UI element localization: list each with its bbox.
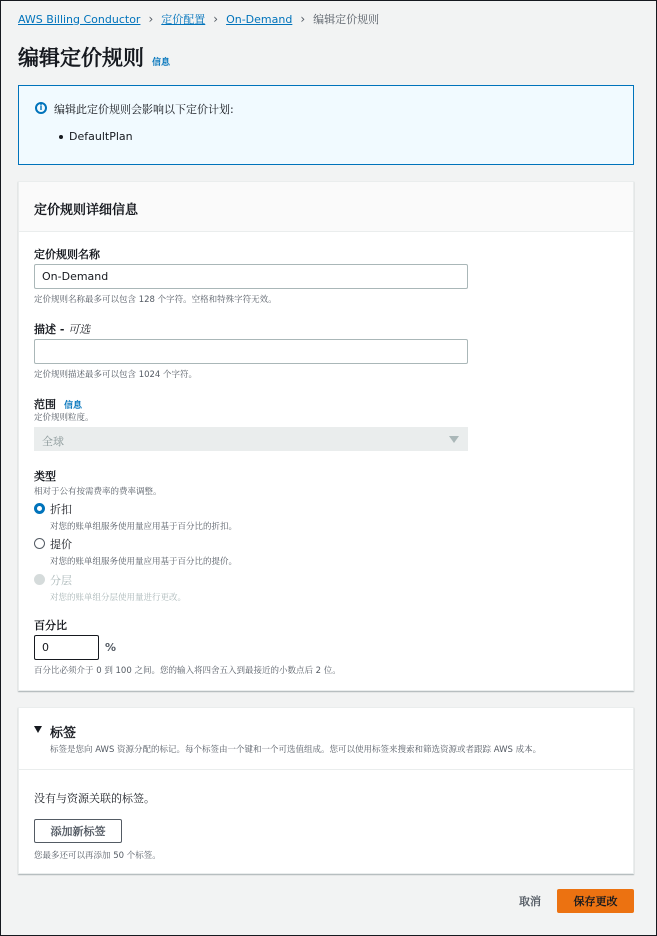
breadcrumb (18, 11, 379, 27)
radio-option-tiering (34, 572, 186, 603)
percentage-input[interactable] (34, 635, 99, 660)
optional-label: 可选 (68, 323, 91, 336)
radio-option-desc: 对您的账单组服务使用量应用基于百分比的折扣。 (50, 522, 238, 532)
percentage-label: 百分比 (34, 619, 67, 632)
pricing-rule-details-panel (18, 181, 634, 691)
save-changes-button[interactable]: 保存更改 (557, 889, 634, 913)
rule-name-input[interactable] (34, 264, 468, 289)
tags-description: 标签是您向 AWS 资源分配的标记。每个标签由一个键和一个可选值组成。您可以使用标签来搜索和筛选资源或者跟踪 AWS 成本。 (50, 745, 542, 755)
panel-title: 定价规则详细信息 (19, 182, 633, 232)
chevron-right-icon: › (300, 12, 306, 26)
caret-down-icon (449, 436, 459, 443)
scope-label-text: 范围 (34, 398, 56, 411)
radio-button-checked[interactable] (34, 503, 45, 514)
chevron-right-icon: › (213, 12, 219, 26)
breadcrumb-link-on-demand[interactable]: On-Demand (226, 12, 293, 26)
page-header (18, 42, 170, 72)
tags-header[interactable] (19, 708, 633, 770)
cancel-button[interactable]: 取消 (508, 889, 552, 913)
percentage-hint: 百分比必须介于 0 到 100 之间。您的输入将四舍五入到最接近的小数点后 2 位。 (34, 666, 341, 676)
percent-unit: % (105, 641, 117, 654)
info-alert (18, 85, 634, 165)
radio-option-desc: 对您的账单组服务使用量应用基于百分比的提价。 (50, 557, 238, 567)
breadcrumb-link-pricing-config[interactable]: 定价配置 (161, 13, 206, 26)
breadcrumb-link-billing-conductor[interactable]: AWS Billing Conductor (18, 12, 141, 26)
radio-button[interactable] (34, 538, 45, 549)
type-label: 类型 (34, 470, 56, 483)
tags-limit-hint: 您最多还可以再添加 50 个标签。 (34, 851, 161, 861)
tags-title[interactable]: 标签 (50, 726, 77, 741)
alert-message: 编辑此定价规则会影响以下定价计划: (54, 103, 234, 116)
bullet-icon (59, 135, 63, 139)
scope-label (34, 396, 82, 412)
description-input[interactable] (34, 339, 468, 364)
scope-info-link[interactable]: 信息 (64, 401, 83, 411)
plan-name: DefaultPlan (69, 130, 133, 143)
scope-select (34, 427, 468, 451)
radio-option-markup[interactable] (34, 536, 237, 567)
radio-option-title: 折扣 (50, 503, 72, 516)
tags-panel (18, 707, 634, 874)
breadcrumb-current: 编辑定价规则 (313, 13, 380, 26)
page-title: 编辑定价规则 (18, 46, 144, 70)
scope-hint: 定价规则粒度。 (34, 413, 94, 423)
scope-selected-value: 全球 (42, 435, 64, 448)
rule-name-label: 定价规则名称 (34, 248, 100, 261)
chevron-right-icon: › (148, 12, 154, 26)
tags-empty-message: 没有与资源关联的标签。 (34, 792, 155, 805)
radio-option-discount[interactable] (34, 501, 237, 532)
description-hint: 定价规则描述最多可以包含 1024 个字符。 (34, 370, 198, 380)
radio-option-desc: 对您的账单组分层使用量进行更改。 (50, 593, 187, 603)
radio-option-title: 提价 (50, 538, 72, 551)
type-hint: 相对于公有按需费率的费率调整。 (34, 487, 162, 497)
radio-button-disabled (34, 574, 45, 585)
radio-option-title: 分层 (50, 574, 72, 587)
alert-plan-item (59, 130, 133, 143)
add-tag-button[interactable]: 添加新标签 (34, 819, 122, 843)
description-label-text: 描述 - (34, 323, 69, 336)
rule-name-hint: 定价规则名称最多可以包含 128 个字符。空格和特殊字符无效。 (34, 295, 277, 305)
info-link[interactable]: 信息 (152, 58, 171, 68)
caret-down-icon[interactable] (34, 726, 42, 733)
info-icon: i (35, 102, 47, 114)
description-label (34, 321, 90, 337)
